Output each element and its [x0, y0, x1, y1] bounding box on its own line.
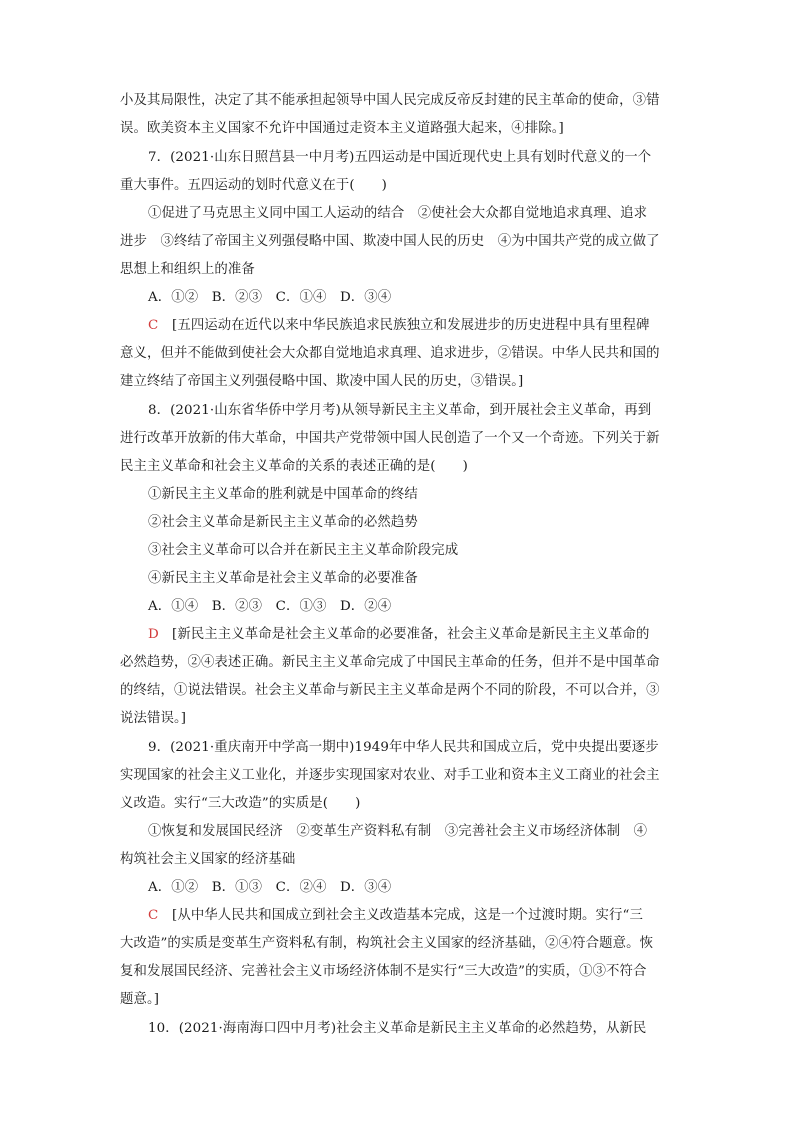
question-9-stem: 9．(2021·重庆南开中学高一期中)1949年中华人民共和国成立后，党中央提出要逐步 — [148, 740, 659, 755]
text-line: 思想上和组织上的准备 — [120, 262, 255, 277]
explanation: [从中华人民共和国成立到社会主义改造基本完成，这是一个过渡时期。实行“三 — [172, 908, 643, 923]
text-line: 重大事件。五四运动的划时代意义在于( ) — [120, 178, 387, 193]
answer-letter: C — [148, 908, 159, 923]
text-line: 建立终结了帝国主义列强侵略中国、欺凌中国人民的历史，③错误。] — [120, 374, 524, 389]
text-line: 题意。] — [120, 992, 160, 1007]
question-10-stem: 10．(2021·海南海口四中月考)社会主义革命是新民主主义革命的必然趋势，从新民 — [148, 1021, 647, 1036]
question-7-stem: 7．(2021·山东日照莒县一中月考)五四运动是中国近现代史上具有划时代意义的一个 — [148, 150, 652, 165]
answer-letter: C — [148, 318, 159, 333]
answer-choices: A．①② B．①③ C．②④ D．③④ — [148, 880, 392, 895]
text-line: 误。欧美资本主义国家不允许中国通过走资本主义道路强大起来，④排除。] — [120, 121, 564, 136]
text-line: 小及其局限性，决定了其不能承担起领导中国人民完成反帝反封建的民主革命的使命，③错 — [120, 93, 660, 108]
option-statement: ③社会主义革命可以合并在新民主主义革命阶段完成 — [148, 543, 459, 558]
text-line: 说法错误。] — [120, 711, 187, 726]
answer-choices: A．①② B．②③ C．①④ D．③④ — [148, 290, 392, 305]
text-line: 复和发展国民经济、完善社会主义市场经济体制不是实行“三大改造”的实质，①③不符合 — [120, 964, 647, 979]
text-line: 民主主义革命和社会主义革命的关系的表述正确的是( ) — [120, 459, 468, 474]
option-statement: ④新民主主义革命是社会主义革命的必要准备 — [148, 571, 418, 586]
explanation: [新民主主义革命是社会主义革命的必要准备，社会主义革命是新民主主义革命的 — [172, 627, 650, 642]
text-line: 进行改革开放新的伟大革命，中国共产党带领中国人民创造了一个又一个奇迹。下列关于新 — [120, 431, 660, 446]
text-line: 实现国家的社会主义工业化，并逐步实现国家对农业、对手工业和资本主义工商业的社会主 — [120, 768, 660, 783]
text-line: 大改造”的实质是变革生产资料私有制，构筑社会主义国家的经济基础，②④符合题意。恢 — [120, 936, 654, 951]
text-line: 必然趋势，②④表述正确。新民主主义革命完成了中国民主革命的任务，但并不是中国革命 — [120, 655, 660, 670]
text-line: 进步 ③终结了帝国主义列强侵略中国、欺凌中国人民的历史 ④为中国共产党的成立做了 — [120, 234, 660, 249]
option-statement: ②社会主义革命是新民主主义革命的必然趋势 — [148, 515, 418, 530]
question-8-stem: 8．(2021·山东省华侨中学月考)从领导新民主主义革命，到开展社会主义革命，再到 — [148, 403, 652, 418]
explanation: [五四运动在近代以来中华民族追求民族独立和发展进步的历史进程中具有里程碑 — [172, 318, 650, 333]
text-line: 的终结，①说法错误。社会主义革命与新民主主义革命是两个不同的阶段，不可以合并，③ — [120, 683, 660, 698]
option-statement: ①恢复和发展国民经济 ②变革生产资料私有制 ③完善社会主义市场经济体制 ④ — [148, 824, 648, 839]
text-line: 意义，但并不能做到使社会大众都自觉地追求真理、追求进步，②错误。中华人民共和国的 — [120, 346, 660, 361]
option-statement: ①促进了马克思主义同中国工人运动的结合 ②使社会大众都自觉地追求真理、追求 — [148, 206, 648, 221]
text-line: 义改造。实行“三大改造”的实质是( ) — [120, 796, 361, 811]
option-statement: ①新民主主义革命的胜利就是中国革命的终结 — [148, 487, 418, 502]
answer-letter: D — [148, 627, 159, 642]
text-line: 构筑社会主义国家的经济基础 — [120, 852, 296, 867]
answer-choices: A．①④ B．②③ C．①③ D．②④ — [148, 599, 392, 614]
